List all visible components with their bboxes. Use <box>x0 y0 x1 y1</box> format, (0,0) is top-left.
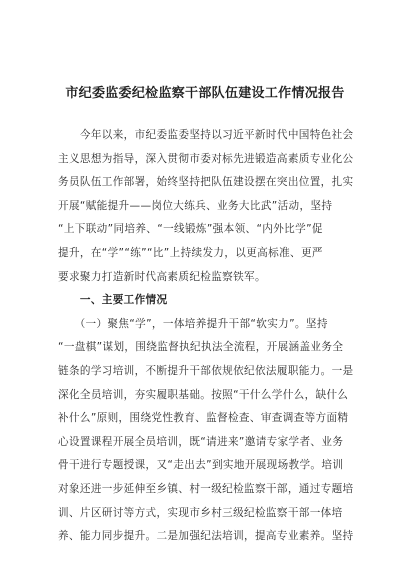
body-line: 开展“赋能提升——岗位大练兵、业务大比武”活动，坚持 <box>58 199 333 212</box>
body-line: 骨干进行专题授课，又“走出去”到实地开展现场教学。培训 <box>58 459 344 472</box>
body-line: 对象还进一步延伸至乡镇、村一级纪检监察干部，通过专题培 <box>58 482 354 495</box>
section-heading: 一、主要工作情况 <box>58 294 168 307</box>
body-line: 心设置课程开展全员培训，既“请进来”邀请专家学者、业务 <box>58 435 344 448</box>
body-line: 务员队伍工作部署，始终坚持把队伍建设摆在突出位置，扎实 <box>58 176 354 189</box>
body-line: 提升，在“学”“练”“比”上持续发力，以更高标准、更严 <box>58 246 323 259</box>
body-line: 今年以来，市纪委监委坚持以习近平新时代中国特色社会 <box>58 129 354 141</box>
body-line: （一）聚焦“学”，一体培养提升干部“软实力”。坚持 <box>58 317 328 330</box>
body-line: 训、片区研讨等方式，实现市乡村三级纪检监察干部一体培 <box>58 506 343 519</box>
body-line: 养、能力同步提升。二是加强纪法培训，提高专业素养。坚持 <box>58 530 354 543</box>
document-title: 市纪委监委纪检监察干部队伍建设工作情况报告 <box>65 86 345 101</box>
body-line: “上下联动”同培养、“一线锻炼”强本领、“内外比学”促 <box>58 223 323 236</box>
body-line: 主义思想为指导，深入贯彻市委对标先进锻造高素质专业化公 <box>58 152 354 165</box>
body-line: “一盘棋”谋划，围绕监督执纪执法全流程，开展涵盖业务全 <box>58 341 344 354</box>
document-body <box>58 124 358 549</box>
body-line: 链条的学习培训，不断提升干部依规依纪依法履职能力。一是 <box>58 364 354 377</box>
body-line: 深化全员培训，夯实履职基础。按照“干什么学什么，缺什么 <box>58 388 349 401</box>
body-line: 补什么”原则，围绕党性教育、监督检查、审查调查等方面精 <box>58 412 349 425</box>
body-line: 要求聚力打造新时代高素质纪检监察铁军。 <box>58 270 266 283</box>
